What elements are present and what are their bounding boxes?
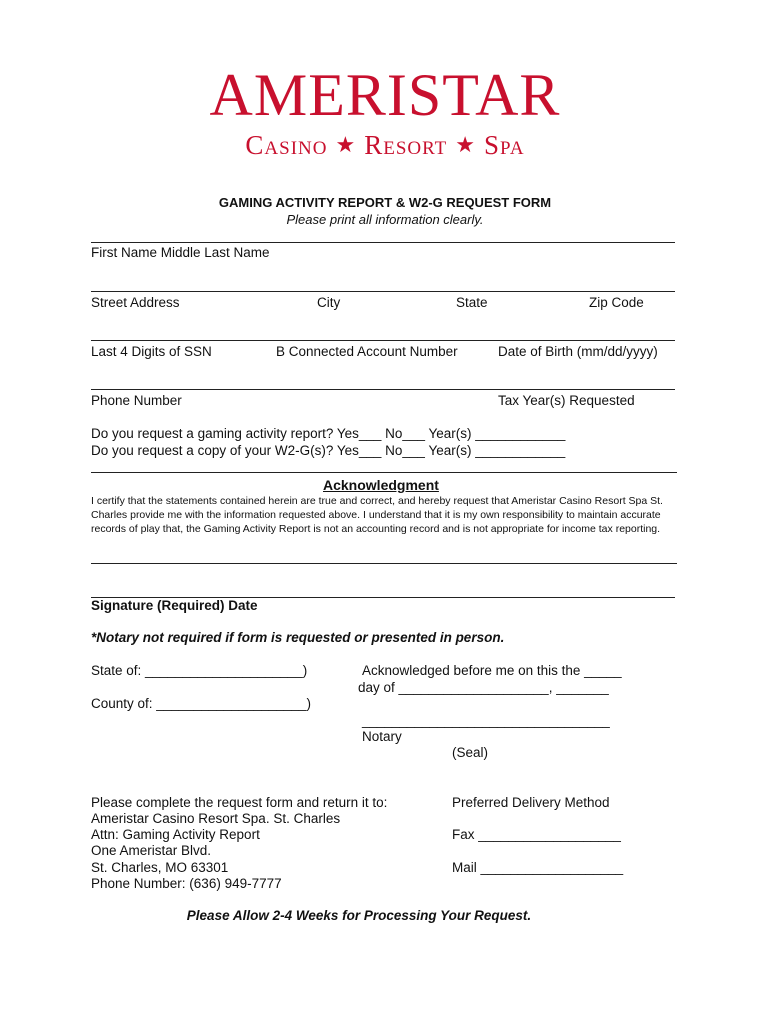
notary-note: *Notary not required if form is requested or presented in person. bbox=[91, 630, 505, 645]
signature-label: Signature (Required) Date bbox=[91, 598, 258, 613]
acknowledged-line-2[interactable]: day of ____________________, _______ bbox=[358, 680, 609, 695]
dob-label: Date of Birth (mm/dd/yyyy) bbox=[498, 344, 658, 359]
form-subtitle: Please print all information clearly. bbox=[286, 212, 484, 227]
return-intro: Please complete the request form and return it to: bbox=[91, 795, 388, 810]
brand-logo: AMERISTAR bbox=[209, 62, 561, 128]
ssn-label: Last 4 Digits of SSN bbox=[91, 344, 212, 359]
phone-label: Phone Number bbox=[91, 393, 182, 408]
street-label: Street Address bbox=[91, 295, 180, 310]
star-icon: ★ bbox=[455, 132, 477, 157]
return-line-2: Attn: Gaming Activity Report bbox=[91, 827, 260, 842]
return-line-1: Ameristar Casino Resort Spa. St. Charles bbox=[91, 811, 341, 826]
acknowledged-line-1[interactable]: Acknowledged before me on this the _____ bbox=[362, 663, 622, 678]
notary-signature-line[interactable]: _________________________________ bbox=[362, 713, 610, 728]
zip-label: Zip Code bbox=[589, 295, 644, 310]
name-line[interactable] bbox=[91, 242, 675, 243]
phone-line[interactable] bbox=[91, 389, 675, 390]
return-line-5: Phone Number: (636) 949-7777 bbox=[91, 876, 282, 891]
b-connected-label: B Connected Account Number bbox=[276, 344, 458, 359]
star-icon: ★ bbox=[335, 132, 357, 157]
signature-line-1[interactable] bbox=[91, 563, 677, 564]
ssn-line[interactable] bbox=[91, 340, 675, 341]
city-label: City bbox=[317, 295, 341, 310]
form-title: GAMING ACTIVITY REPORT & W2-G REQUEST FORM bbox=[218, 195, 552, 210]
mail-field[interactable]: Mail ___________________ bbox=[452, 860, 624, 875]
acknowledgment-text: I certify that the statements contained herein are true and correct, and hereby request that Ameristar Casino Resort Spa St. Charles provide me with the information requested above. I understand that it is my own responsibility to maintain accurate records of play that, the Gaming Activity Report is not an accounting record and is not appropriate for income tax reporting. bbox=[91, 495, 663, 535]
question-activity-report[interactable]: Do you request a gaming activity report? Yes___ No___ Year(s) ____________ bbox=[91, 426, 566, 441]
tax-years-label: Tax Year(s) Requested bbox=[498, 393, 635, 408]
name-label: First Name Middle Last Name bbox=[91, 245, 270, 260]
question-w2g[interactable]: Do you request a copy of your W2-G(s)? Yes___ No___ Year(s) ____________ bbox=[91, 443, 566, 458]
tagline-casino: Casino bbox=[245, 130, 328, 160]
processing-note: Please Allow 2-4 Weeks for Processing Your Request. bbox=[186, 908, 532, 923]
tagline-spa: Spa bbox=[484, 130, 525, 160]
address-line[interactable] bbox=[91, 291, 675, 292]
state-label: State bbox=[456, 295, 488, 310]
tagline-resort: Resort bbox=[364, 130, 448, 160]
section-divider bbox=[91, 472, 677, 473]
state-of-field[interactable]: State of: _____________________) bbox=[91, 663, 308, 678]
delivery-heading: Preferred Delivery Method bbox=[452, 795, 610, 810]
fax-field[interactable]: Fax ___________________ bbox=[452, 827, 621, 842]
brand-tagline bbox=[0, 128, 770, 164]
county-of-field[interactable]: County of: ____________________) bbox=[91, 696, 311, 711]
acknowledgment-heading: Acknowledgment bbox=[323, 477, 439, 493]
return-line-4: St. Charles, MO 63301 bbox=[91, 860, 229, 875]
return-line-3: One Ameristar Blvd. bbox=[91, 843, 212, 858]
seal-label: (Seal) bbox=[452, 745, 489, 760]
notary-label: Notary bbox=[362, 729, 402, 744]
